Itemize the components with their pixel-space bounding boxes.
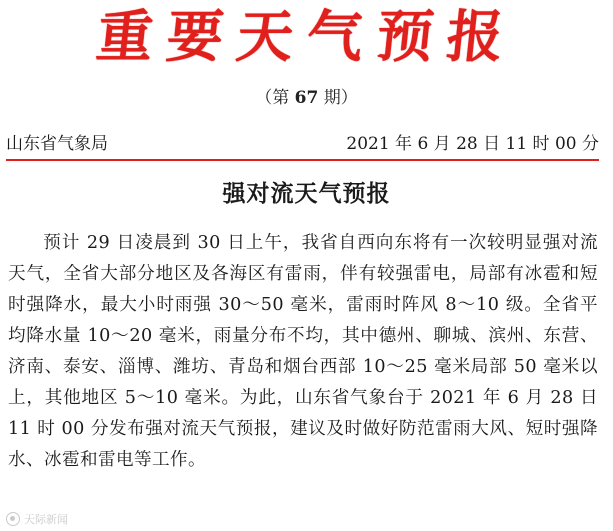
document-body: 预计 29 日凌晨到 30 日上午，我省自西向东将有一次较明显强对流天气，全省大部分地区及各海区有雷雨，伴有较强雷电，局部有冰雹和短时强降水，最大小时雨强 30～50 毫米，雷雨时阵风 8～10 级。全省平均降水量 10～20 毫米，雨量分布不均，其中德州、聊城、滨州、东营、济南、泰安、淄博、潍坊、青岛和烟台西部 10～25 毫米局部 50 毫米以上，其他地区 5～10 毫米。为此，山东省气象台于 2021 年 6 月 28 日 11 时 00 分发布强对流天气预报，建议及时做好防范雷雨大风、短时强降水、冰雹和雷电等工作。 <box>8 233 598 470</box>
issue-datetime: 2021 年 6 月 28 日 11 时 00 分 <box>346 134 599 154</box>
masthead-title: 重要天气预报 <box>93 4 520 70</box>
issue-prefix: （第 <box>255 88 295 108</box>
masthead <box>0 0 613 82</box>
watermark <box>6 510 68 528</box>
issue-number <box>0 86 613 110</box>
camera-watermark-icon <box>6 512 20 526</box>
issue-number-value: 67 <box>294 88 319 108</box>
header-divider <box>6 159 599 161</box>
issue-suffix: 期） <box>318 88 358 108</box>
header-line <box>6 127 599 161</box>
document-title: 强对流天气预报 <box>222 181 391 207</box>
issuer: 山东省气象局 <box>6 134 108 154</box>
watermark-text: 天际新闻 <box>24 513 68 526</box>
